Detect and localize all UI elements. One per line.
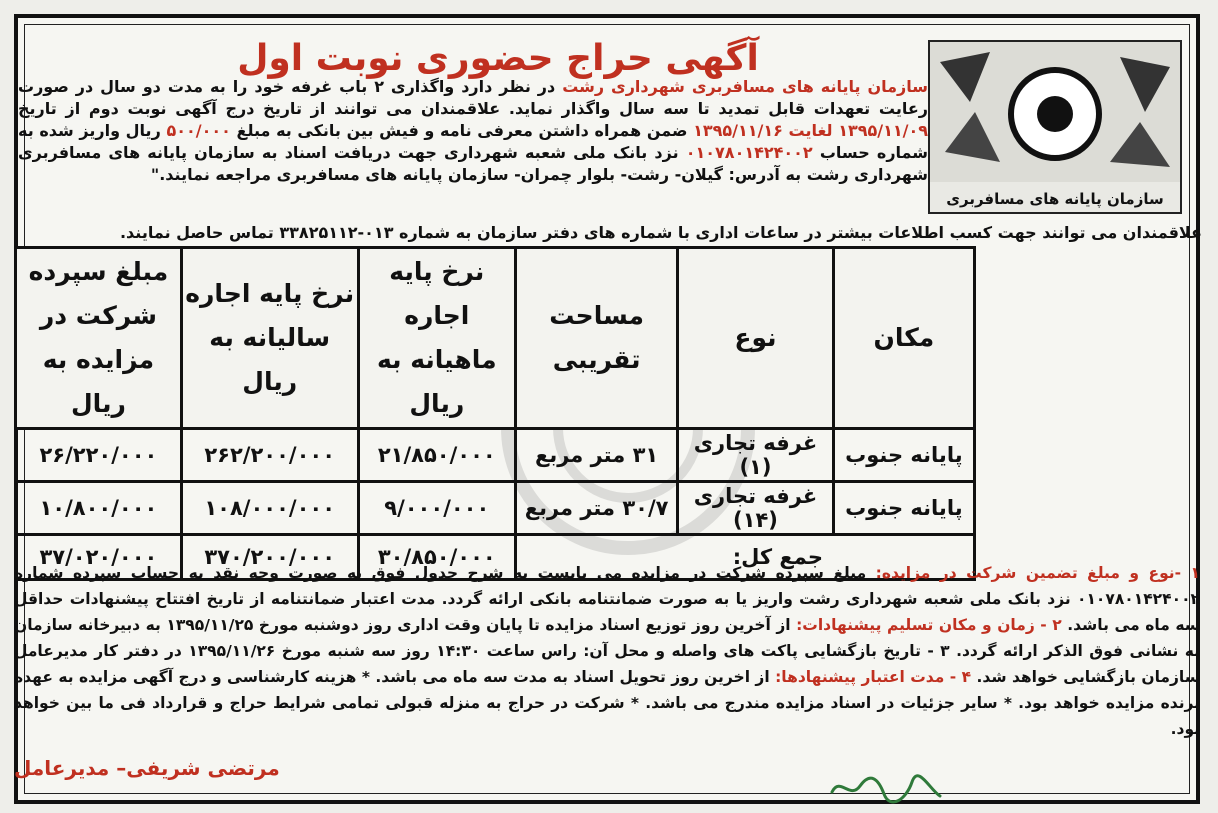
cell-type: غرفه تجاری (۱۴)	[678, 482, 834, 535]
contact-line: علاقمندان می توانند جهت کسب اطلاعات بیشتر در ساعات اداری با شماره های دفتر سازمان به شماره ۰۱۳-۳۳۸۲۵۱۱۲ تماس حاصل نمایند.	[119, 223, 1202, 242]
conditions-paragraph	[14, 560, 1200, 742]
cell-monthly-rent: ۹/۰۰۰/۰۰۰	[358, 482, 516, 535]
header-area: مساحت تقریبی	[516, 248, 678, 429]
table-row	[16, 482, 975, 535]
signatory: مرتضی شریفی– مدیرعامل	[14, 756, 280, 780]
table-row	[16, 429, 975, 482]
condition-2-heading: ۲ - زمان و مکان تسلیم پیشنهادات:	[790, 616, 1062, 634]
intro-paragraph	[18, 76, 928, 186]
intro-text-3: ریال واریز شده به شماره حساب	[18, 121, 928, 162]
total-monthly-rent: ۳۰/۸۵۰/۰۰۰	[358, 535, 516, 580]
header-type: نوع	[678, 248, 834, 429]
logo-caption: سازمان پایانه های مسافربری	[946, 190, 1164, 208]
cell-deposit: ۱۰/۸۰۰/۰۰۰	[16, 482, 182, 535]
account-number: ۰۱۰۷۸۰۱۴۲۴۰۰۲	[685, 143, 813, 162]
header-location: مکان	[833, 248, 974, 429]
condition-1-text: مبلغ سپرده شرکت در مزایده می بایست به شرح جدول فوق به صورت وجه نقد به حساب سپرده شماره ۰۱۰۷۸۰۱۴۲۴۰۰۲ نزد بانک ملی شعبه شهرداری رشت واریز یا به صورت ضمانتنامه بانکی ارائه گردد. مدت اعتبار ضمانتنامه از تاریخ افتتاح پیشنهادات حداقل سه ماه می باشد.	[14, 564, 1200, 634]
cell-area: ۳۱ متر مربع	[516, 429, 678, 482]
fee-amount: ۵۰۰/۰۰۰	[166, 121, 231, 140]
date-to: ۱۳۹۵/۱۱/۱۶	[693, 121, 783, 140]
header-monthly-rent: نرخ پایه اجاره ماهیانه به ریال	[358, 248, 516, 429]
cell-type: غرفه تجاری (۱)	[678, 429, 834, 482]
date-from: ۱۳۹۵/۱۱/۰۹	[838, 121, 929, 140]
condition-4-text: از اخرین روز تحویل اسناد به مدت سه ماه می باشد. * هزینه کارشناسی و درج آگهی مزایده به عهده برنده مزایده خواهد بود. * سایر جزئیات در اسناد مزایده مندرج می باشد. * شرکت در حراج به منزله قبولی تمامی شرایط حراج و قرارداد فی ما بین خواهد بود.	[14, 668, 1200, 738]
organization-logo	[928, 40, 1182, 214]
cell-yearly-rent: ۲۶۲/۲۰۰/۰۰۰	[181, 429, 358, 482]
intro-mid-1: لغایت	[782, 121, 839, 140]
condition-4-heading: ۴ - مدت اعتبار پیشنهادها:	[769, 668, 972, 686]
total-yearly-rent: ۳۷۰/۲۰۰/۰۰۰	[181, 535, 358, 580]
table-header-row	[16, 248, 975, 429]
organization-name: سازمان پایانه های مسافربری شهرداری رشت	[562, 77, 929, 96]
total-deposit: ۳۷/۰۲۰/۰۰۰	[16, 535, 182, 580]
cell-location: پایانه جنوب	[833, 429, 974, 482]
cell-location: پایانه جنوب	[833, 482, 974, 535]
intro-text-4: نزد بانک ملی شعبه شهرداری جهت دریافت اسناد به سازمان پایانه های مسافربری شهرداری رشت به آدرس: گیلان- رشت- بلوار چمران- سازمان پایانه های مسافربری مراجعه نمایند."	[18, 143, 928, 184]
auction-table	[14, 246, 976, 581]
condition-2-text: از آخرین روز توزیع اسناد مزایده تا پایان وقت اداری روز دوشنبه مورخ ۱۳۹۵/۱۱/۲۵ به دبیرخانه سازمان به نشانی فوق الذکر ارائه گردد. ۳ - تاریخ بازگشایی پاکت های واصله و محل آن: راس ساعت ۱۴:۳۰ روز سه شنبه مورخ ۱۳۹۵/۱۱/۲۶ در دفتر کار مدیرعامل سازمان بازگشایی خواهد شد.	[14, 616, 1201, 686]
intro-text-2: ضمن همراه داشتن معرفی نامه و فیش بین بانکی به مبلغ	[230, 121, 694, 140]
cell-monthly-rent: ۲۱/۸۵۰/۰۰۰	[358, 429, 516, 482]
intro-text-1: در نظر دارد واگذاری ۲ باب غرفه خود را به مدت دو سال در صورت رعایت تعهدات قابل تمدید تا سه سال واگذار نماید. علاقمندان می توانند از تاریخ درج آگهی نوبت دوم از تاریخ	[18, 77, 928, 118]
total-label: جمع کل:	[516, 535, 975, 580]
header-deposit: مبلغ سپرده شرکت در مزایده به ریال	[16, 248, 182, 429]
condition-1-heading: ۱ -نوع و مبلغ تضمین شرکت در مزایده:	[866, 564, 1200, 582]
header-yearly-rent: نرخ پایه اجاره سالیانه به ریال	[181, 248, 358, 429]
cell-area: ۳۰/۷ متر مربع	[516, 482, 678, 535]
terminal-logo-icon	[930, 42, 1180, 182]
signature-scribble-icon	[826, 770, 946, 806]
ad-title: آگهی حراج حضوری نوبت اول	[237, 38, 759, 79]
cell-yearly-rent: ۱۰۸/۰۰۰/۰۰۰	[181, 482, 358, 535]
cell-deposit: ۲۶/۲۲۰/۰۰۰	[16, 429, 182, 482]
